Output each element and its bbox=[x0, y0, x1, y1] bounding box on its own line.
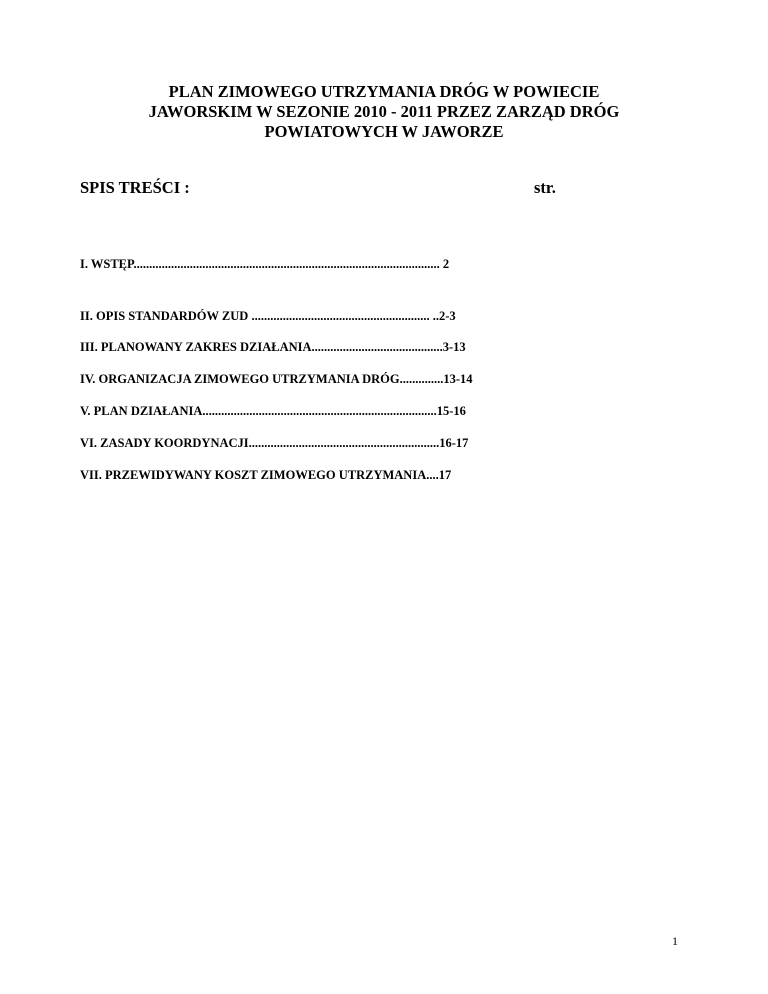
toc-heading: SPIS TREŚCI : bbox=[80, 178, 190, 197]
toc-entry-wstep: I. WSTĘP.................................................................................................. 2 bbox=[80, 257, 450, 271]
toc-entry-planowany-zakres: III. PLANOWANY ZAKRES DZIAŁANIA..........................................3-13 bbox=[80, 340, 466, 354]
toc-entry-przewidywany-koszt: VII. PRZEWIDYWANY KOSZT ZIMOWEGO UTRZYMANIA....17 bbox=[80, 468, 452, 482]
toc-page-header: str. bbox=[534, 178, 556, 197]
document-title bbox=[0, 82, 768, 142]
title-line-1: PLAN ZIMOWEGO UTRZYMANIA DRÓG W POWIECIE bbox=[168, 82, 600, 101]
toc-entry-opis-standardow: II. OPIS STANDARDÓW ZUD ......................................................... ..2-3 bbox=[80, 309, 456, 323]
toc-entry-plan-dzialania: V. PLAN DZIAŁANIA...........................................................................15-16 bbox=[80, 404, 466, 418]
title-line-3: POWIATOWYCH W JAWORZE bbox=[264, 122, 504, 141]
page-number: 1 bbox=[672, 934, 678, 948]
toc-entry-zasady-koordynacji: VI. ZASADY KOORDYNACJI.............................................................16-17 bbox=[80, 436, 469, 450]
title-line-2: JAWORSKIM W SEZONIE 2010 - 2011 PRZEZ ZARZĄD DRÓG bbox=[148, 102, 620, 121]
toc-entry-organizacja: IV. ORGANIZACJA ZIMOWEGO UTRZYMANIA DRÓG..............13-14 bbox=[80, 372, 473, 386]
